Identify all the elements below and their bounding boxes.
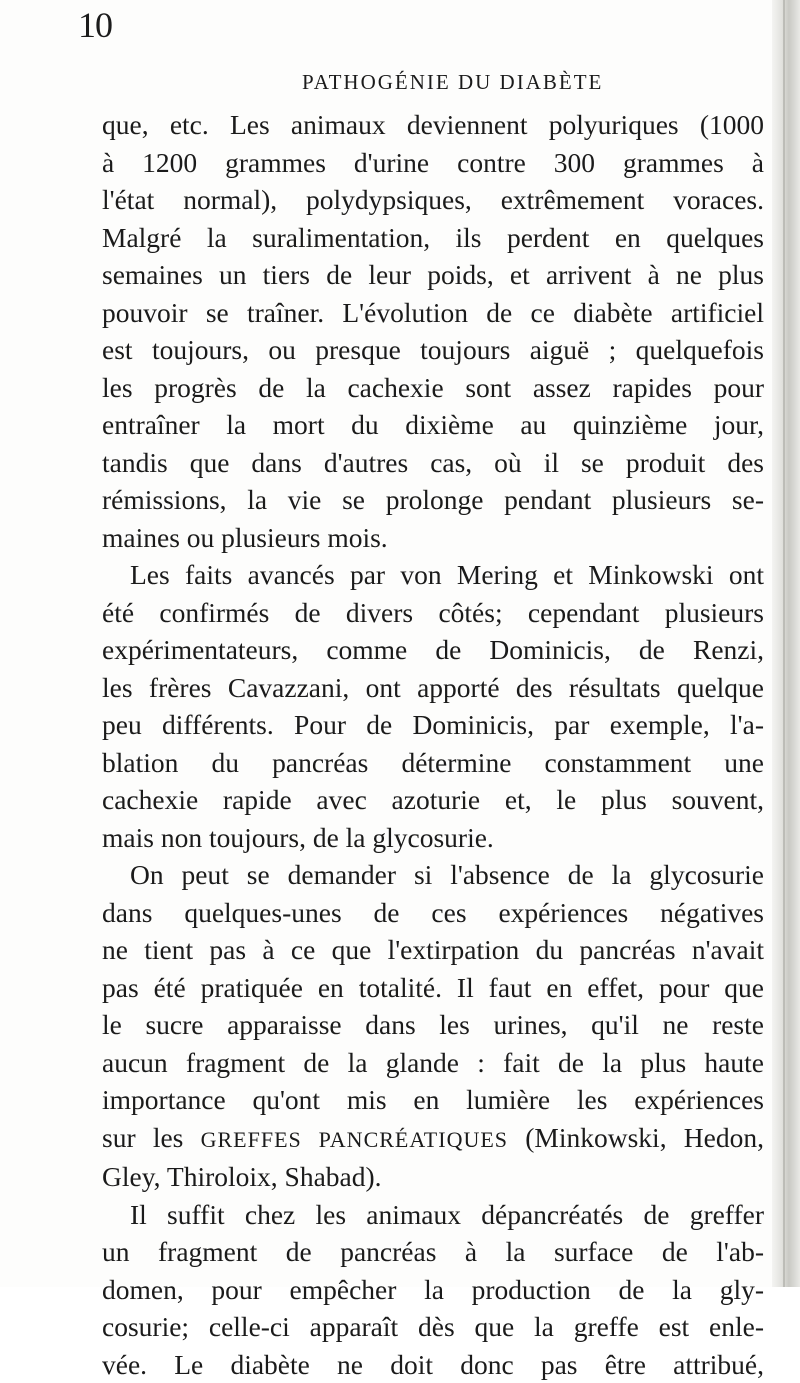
text-line: Gley, Thiroloix, Shabad). <box>102 1158 764 1196</box>
text-line: pas été pratiquée en totalité. Il faut en effet, pour que <box>102 969 764 1007</box>
text-line: ne tient pas à ce que l'extirpation du pancréas n'avait <box>102 931 764 969</box>
text-line: semaines un tiers de leur poids, et arrivent à ne plus <box>102 256 764 294</box>
body-text <box>102 106 782 1383</box>
text-line: dans quelques-unes de ces expériences négatives <box>102 894 764 932</box>
text-line: que, etc. Les animaux deviennent polyuriques (1000 <box>102 106 764 144</box>
paragraph-start-line: Les faits avancés par von Mering et Minkowski ont <box>102 556 764 594</box>
text-line: est toujours, ou presque toujours aiguë ; quelquefois <box>102 331 764 369</box>
running-head: PATHOGÉNIE DU DIABÈTE <box>302 70 603 95</box>
text-line: pouvoir se traîner. L'évolution de ce diabète artificiel <box>102 294 764 332</box>
text-line: l'état normal), polydypsiques, extrêmement voraces. <box>102 181 764 219</box>
text-line: un fragment de pancréas à la surface de l'ab- <box>102 1233 764 1271</box>
text-line-with-small-caps <box>102 1119 764 1159</box>
text-fragment: sur les <box>102 1122 183 1153</box>
text-line: expérimentateurs, comme de Dominicis, de Renzi, <box>102 631 764 669</box>
text-line: maines ou plusieurs mois. <box>102 519 764 557</box>
text-line: entraîner la mort du dixième au quinzième jour, <box>102 406 764 444</box>
small-caps-term: GREFFES PANCRÉATIQUES <box>201 1127 508 1152</box>
text-line: le sucre apparaisse dans les urines, qu'il ne reste <box>102 1006 764 1044</box>
text-line: mais non toujours, de la glycosurie. <box>102 819 764 857</box>
page-number: 10 <box>78 4 112 46</box>
paragraph-start-line: On peut se demander si l'absence de la glycosurie <box>102 856 764 894</box>
text-line: été confirmés de divers côtés; cependant plusieurs <box>102 594 764 632</box>
text-line: cachexie rapide avec azoturie et, le plus souvent, <box>102 781 764 819</box>
text-line: cosurie; celle-ci apparaît dès que la greffe est enle- <box>102 1308 764 1346</box>
text-fragment: (Minkowski, Hedon, <box>525 1122 764 1153</box>
text-line: les progrès de la cachexie sont assez rapides pour <box>102 369 764 407</box>
text-line: aucun fragment de la glande : fait de la plus haute <box>102 1044 764 1082</box>
text-line: vée. Le diabète ne doit donc pas être attribué, <box>102 1346 764 1383</box>
text-line: tandis que dans d'autres cas, où il se produit des <box>102 444 764 482</box>
text-line: à 1200 grammes d'urine contre 300 grammes à <box>102 144 764 182</box>
text-line: peu différents. Pour de Dominicis, par exemple, l'a- <box>102 706 764 744</box>
text-line: Malgré la suralimentation, ils perdent en quelques <box>102 219 764 257</box>
text-line: rémissions, la vie se prolonge pendant plusieurs se- <box>102 481 764 519</box>
text-line: les frères Cavazzani, ont apporté des résultats quelque <box>102 669 764 707</box>
paragraph-start-line: Il suffit chez les animaux dépancréatés de greffer <box>102 1196 764 1234</box>
text-line: importance qu'ont mis en lumière les expériences <box>102 1081 764 1119</box>
text-line: domen, pour empêcher la production de la gly- <box>102 1271 764 1309</box>
text-line: blation du pancréas détermine constamment une <box>102 744 764 782</box>
